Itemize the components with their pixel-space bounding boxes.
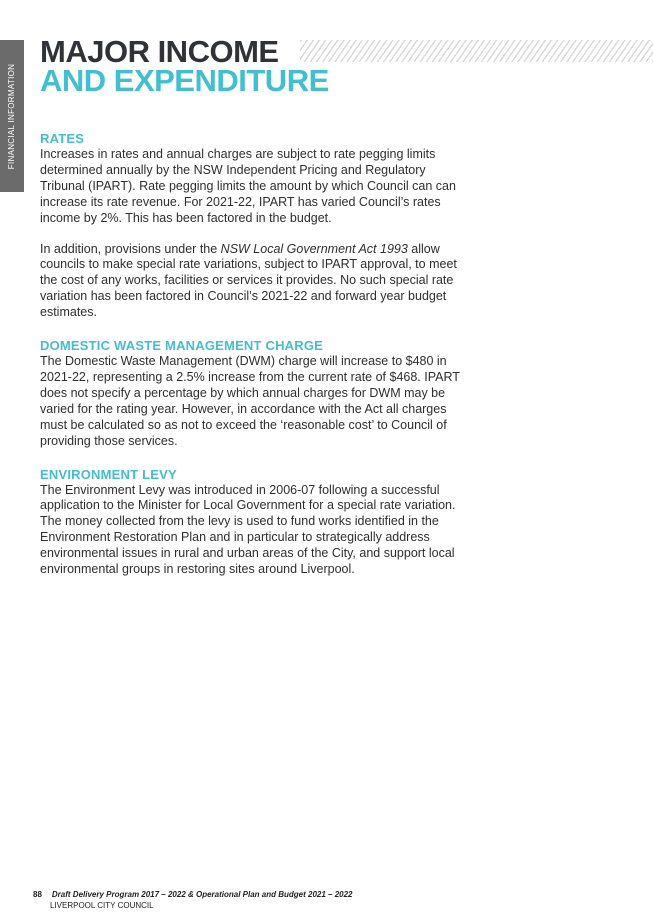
page-footer — [33, 890, 352, 910]
page-title-line-2: AND EXPENDITURE — [40, 63, 329, 98]
act-title: NSW Local Government Act 1993 — [220, 241, 408, 256]
side-tab-text: FINANCIAL INFORMATION — [7, 63, 17, 169]
dwm-paragraph: The Domestic Waste Management (DWM) charge will increase to $480 in 2021-22, representing a 2.5% increase from the current rate of $468. IPART does not specify a percentage by which annual charges for DWM may be varied for the rating year. However, in accordance with the Act all charges must be calculated so as not to exceed the ‘reasonable cost’ to Council of providing those services. — [40, 354, 460, 448]
environment-levy-heading: ENVIRONMENT LEVY — [40, 466, 177, 482]
main-content — [40, 130, 470, 578]
page-title-line-1: MAJOR INCOME — [40, 34, 279, 69]
footer-document-title: Draft Delivery Program 2017 – 2022 & Operational Plan and Budget 2021 – 2022 — [51, 890, 353, 899]
rates-paragraph-1: Increases in rates and annual charges are subject to rate pegging limits determined annually by the NSW Independent Pricing and Regulatory Tribunal (IPART). Rate pegging limits the amount by which Council can can increase its rate revenue. For 2021-22, IPART has varied Council’s rates income by 2%. This has been factored in the budget. — [40, 147, 456, 225]
footer-row — [33, 890, 352, 899]
environment-levy-paragraph: The Environment Levy was introduced in 2006-07 following a successful application to the Minister for Local Government for a special rate variation. The money collected from the levy is used to fund works identified in the Environment Restoration Plan and in particular to strategically address environmental issues in rural and urban areas of the City, and support local environmental groups in restoring sites around Liverpool. — [40, 482, 456, 577]
footer-organisation: LIVERPOOL CITY COUNCIL — [50, 901, 154, 910]
rates-heading: RATES — [40, 131, 85, 146]
rates-paragraph-2 — [40, 242, 470, 322]
dwm-heading: DOMESTIC WASTE MANAGEMENT CHARGE — [40, 338, 324, 354]
page-number: 88 — [33, 890, 42, 899]
side-tab-label — [0, 40, 24, 192]
rates-paragraph-2-start: In addition, provisions under the — [40, 241, 221, 256]
decorative-hatch-band — [300, 40, 653, 62]
rates-paragraph-2-end: allow councils to make special rate variations, subject to IPART approval, to meet the cost of any works, facilities or services it provides. No such special rate variation has been factored in Council’s 2021-22 and forward year budget estimates. — [40, 241, 457, 320]
